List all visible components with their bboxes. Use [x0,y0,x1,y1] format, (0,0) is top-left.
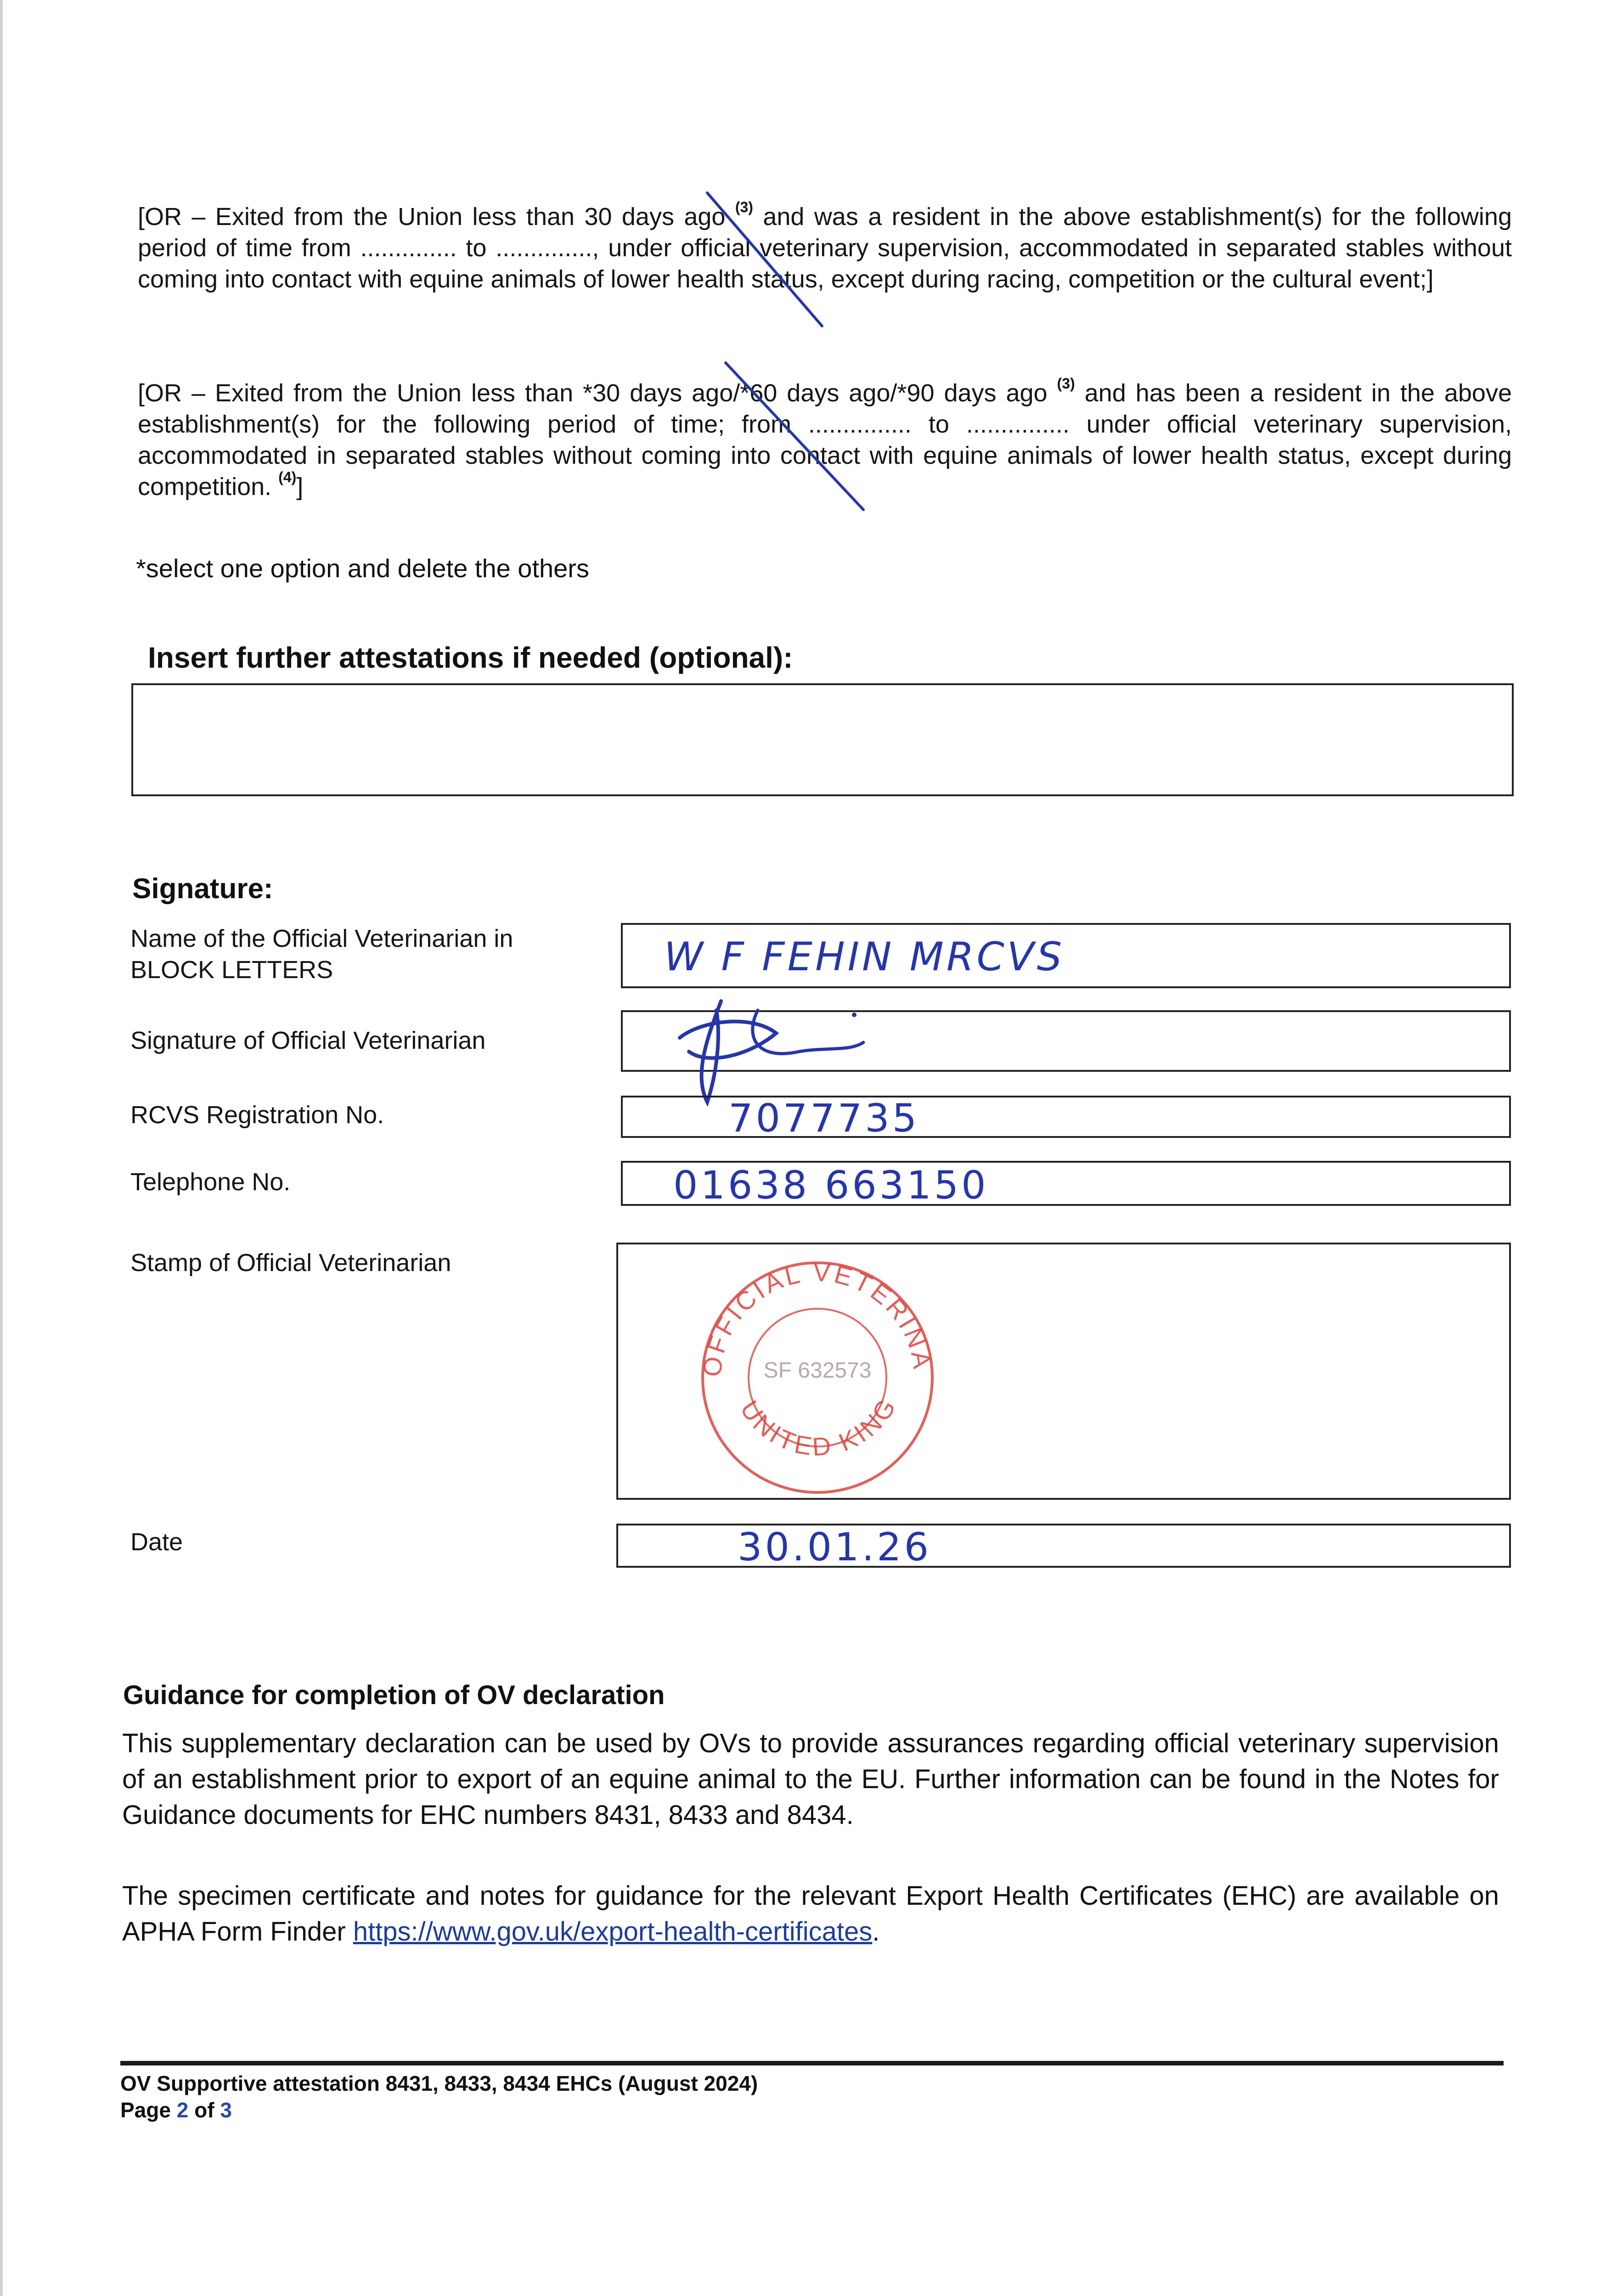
select-note: *select one option and delete the others [136,554,589,583]
footer-title: OV Supportive attestation 8431, 8433, 8434 EHCs (August 2024) [120,2071,758,2095]
telephone-label: Telephone No. [130,1168,291,1196]
stamp-top-text: OFFICIAL VETERINA [697,1257,938,1379]
further-attestations-box[interactable] [131,683,1514,796]
rcvs-field[interactable] [621,1096,1511,1141]
option-b-paragraph: [OR – Exited from the Union less than *30 days ago/*60 days ago/*90 days ago $^{(3)}$ and has been a resident in the above establishment(s) for the following period of time; from ............... to ............... under official veterinary supervision, accommodated in separated stables without coming into contact with equine animals of lower health status, except during competition. $^{(4)}$] [138,375,1512,501]
stamp-bottom-text: UNITED KING [734,1391,903,1462]
form-finder-link[interactable]: https://www.gov.uk/export-health-certificates [353,1917,873,1947]
further-attestations-heading: Insert further attestations if needed (optional): [148,641,793,674]
guidance-paragraph-1: This supplementary declaration can be used by OVs to provide assurances regarding official veterinary supervision of an establishment prior to export of an equine animal to the EU. Further information can be found in the Notes for Guidance documents for EHC numbers 8431, 8433 and 8434. [122,1728,1499,1830]
strike-line-b [726,363,863,510]
strike-lines [0,0,1623,551]
strike-line-a [707,193,822,326]
signature-title: Signature: [132,873,273,905]
name-label: Name of the Official Veterinarian in BLOCK LETTERS [130,925,513,984]
page-indicator: Page 2 of 3 [120,2098,232,2122]
date-value: 30.01.26 [738,1525,932,1570]
rcvs-label: RCVS Registration No. [130,1101,384,1129]
rcvs-value: 7077735 [728,1096,920,1141]
signature-label: Signature of Official Veterinarian [130,1027,486,1054]
option-a-paragraph: [OR – Exited from the Union less than 30 days ago $^{(3)}$ and was a resident in the above establishment(s) for the following period of time from .............. to .............., under official veterinary supervision, accommodated in separated stables without coming into contact with equine animals of lower health status, except during racing, competition or the cultural event;] [138,199,1512,293]
guidance-title: Guidance for completion of OV declaration [123,1680,665,1710]
official-stamp [680,1240,955,1497]
date-label: Date [130,1528,183,1556]
guidance-paragraph-2: The specimen certificate and notes for guidance for the relevant Export Health Certificates (EHC) are available on APHA Form Finder https://www.gov.uk/export-health-certificates. [122,1881,1499,1947]
stamp-label: Stamp of Official Veterinarian [130,1249,451,1277]
name-value: W F FEHIN MRCVS [664,934,1065,980]
date-field[interactable] [616,1524,1511,1568]
telephone-field[interactable] [621,1161,1511,1206]
name-field[interactable] [621,923,1511,988]
telephone-value: 01638 663150 [673,1163,989,1208]
stamp-code: SF 632573 [763,1358,872,1383]
footer-divider [120,2061,1504,2065]
